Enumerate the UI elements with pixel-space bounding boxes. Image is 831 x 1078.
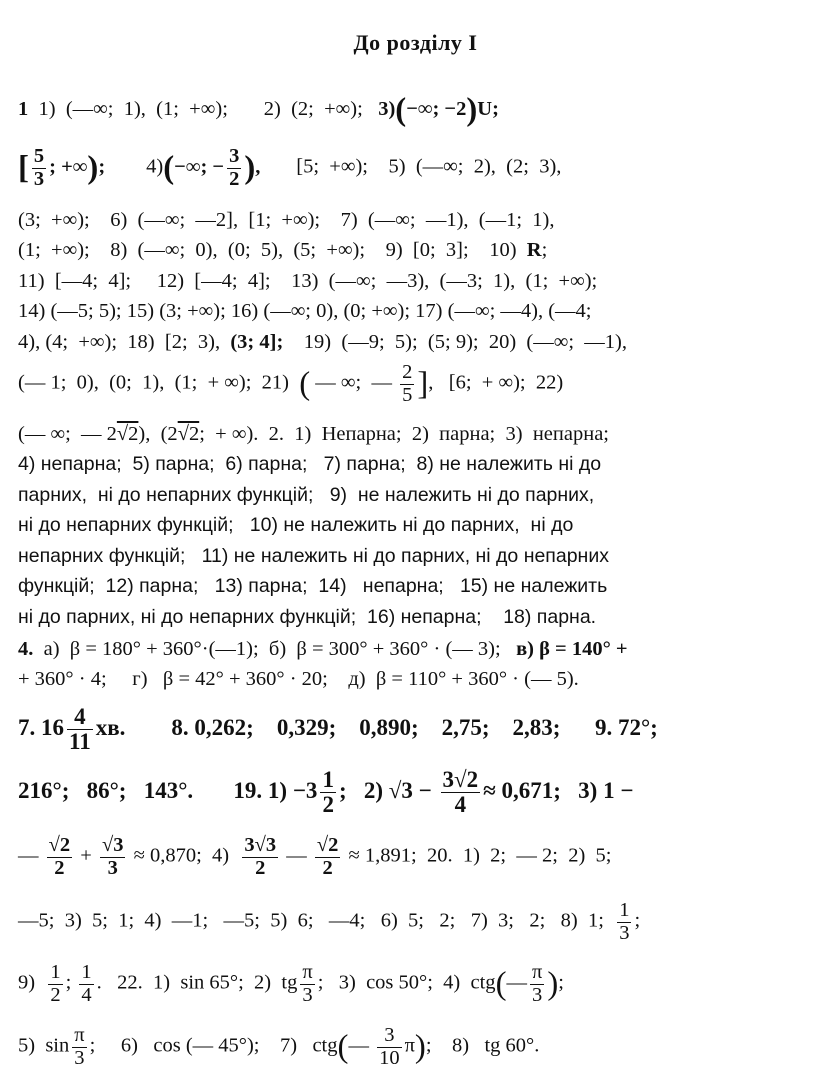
fraction: $\frac{√2}{2}$	[48, 834, 71, 879]
answer-line-10: 4) непарна; 5) парна; 6) парна; 7) парна; 8) не належить ні до	[18, 453, 602, 475]
fraction: $\frac{1}{2}$	[50, 961, 61, 1006]
fraction: $\frac{1}{3}$	[619, 899, 630, 944]
page-title: До розділу I	[353, 30, 478, 55]
answer-line-7: 4), (4; +∞); 18) [2; 3), (3; 4]; 19) (—9; 5); (5; 9); 20) (—∞; —1),	[18, 331, 628, 353]
answer-line-3: (3; +∞); 6) (—∞; —2], [1; +∞); 7) (—∞; —1), (—1; 1),	[18, 209, 555, 231]
answer-line-23: 5) sin $\frac{\pi}{3}$ ; 6) cos (— 45°); 7) ctg(— $\frac{3}{10}$ π); 8) tg 60°.	[18, 1024, 540, 1069]
answer-line-17: + 360° · 4; г) β = 42° + 360° · 20; д) β = 110° + 360° · (— 5).	[18, 668, 579, 690]
answer-line-16: 4. а) β = 180° + 360°·(—1); б) β = 300° + 360° · (— 3); в) β = 140° +	[18, 638, 628, 660]
answer-line-15: ні до парних, ні до непарних функцій; 16) непарна; 18) парна.	[18, 606, 597, 628]
answer-line-1: 1 1) (—∞; 1), (1; +∞); 2) (2; +∞); 3)(−∞; −2)U;	[18, 92, 499, 128]
fraction: $\frac{\pi}{3}$	[74, 1024, 85, 1069]
answer-line-12: ні до непарних функцій; 10) не належить ні до парних, ні до	[18, 514, 574, 536]
answer-line-19: 216°; 86°; 143°. 19. 1) −3 $\frac{1}{2}$ ; 2) √3 − $\frac{3√2}{4}$ ≈ 0,671; 3) 1 −	[18, 767, 634, 818]
answer-line-18: 7. 16 $\frac{4}{11}$ хв. 8. 0,262; 0,329; 0,890; 2,75; 2,83; 9. 72°;	[18, 704, 658, 755]
answer-line-5: 11) [—4; 4]; 12) [—4; 4]; 13) (—∞; —3), (—3; 1), (1; +∞);	[18, 270, 598, 292]
answer-line-2: [ $\frac{5}{3}$ ; +∞); 4)(−∞; − $\frac{3}{2}$ ), [5; +∞); 5) (—∞; 2), (2; 3),	[18, 145, 562, 190]
fraction: $\frac{3}{2}$	[229, 145, 240, 190]
answer-line-9: (— ∞; — 2√2), (2√2; + ∞). 2. 1) Непарна; 2) парна; 3) непарна;	[18, 423, 609, 445]
fraction: $\frac{3√3}{2}$	[244, 834, 277, 879]
answer-line-8: (— 1; 0), (0; 1), (1; + ∞); 21) ( — ∞; — $\frac{2}{5}$ ], [6; + ∞); 22)	[18, 361, 564, 406]
fraction: $\frac{4}{11}$	[69, 704, 91, 755]
answer-line-11: парних, ні до непарних функцій; 9) не належить ні до парних,	[18, 484, 595, 506]
fraction: $\frac{3√2}{4}$	[442, 767, 479, 818]
answer-line-20: — $\frac{√2}{2}$ + $\frac{√3}{3}$ ≈ 0,870; 4) $\frac{3√3}{2}$ — $\frac{√2}{2}$ ≈ 1,891; 20. 1) 2; — 2; 2) 5;	[18, 834, 612, 879]
fraction: $\frac{√3}{3}$	[101, 834, 124, 879]
answer-line-6: 14) (—5; 5); 15) (3; +∞); 16) (—∞; 0), (0; +∞); 17) (—∞; —4), (—4;	[18, 300, 592, 322]
fraction: $\frac{√2}{2}$	[316, 834, 339, 879]
fraction: $\frac{3}{10}$	[379, 1024, 400, 1069]
fraction: $\frac{1}{4}$	[81, 961, 92, 1006]
answer-line-13: непарних функцій; 11) не належить ні до парних, ні до непарних	[18, 545, 609, 567]
fraction: $\frac{\pi}{3}$	[302, 961, 313, 1006]
fraction: $\frac{2}{5}$	[402, 361, 413, 406]
answer-line-14: функцій; 12) парна; 13) парна; 14) непарна; 15) не належить	[18, 575, 608, 597]
fraction: $\frac{1}{2}$	[322, 767, 334, 818]
answer-line-22: 9) $\frac{1}{2}$ ; $\frac{1}{4}$ . 22. 1) sin 65°; 2) tg $\frac{\pi}{3}$ ; 3) cos 50°; 4) ctg(— $\frac{\pi}{3}$ );	[18, 961, 564, 1006]
answer-line-4: (1; +∞); 8) (—∞; 0), (0; 5), (5; +∞); 9) [0; 3]; 10) R;	[18, 239, 548, 261]
fraction: $\frac{\pi}{3}$	[531, 961, 543, 1006]
fraction: $\frac{5}{3}$	[33, 145, 45, 190]
answer-line-21: —5; 3) 5; 1; 4) —1; —5; 5) 6; —4; 6) 5; 2; 7) 3; 2; 8) 1; $\frac{1}{3}$ ;	[18, 899, 641, 944]
